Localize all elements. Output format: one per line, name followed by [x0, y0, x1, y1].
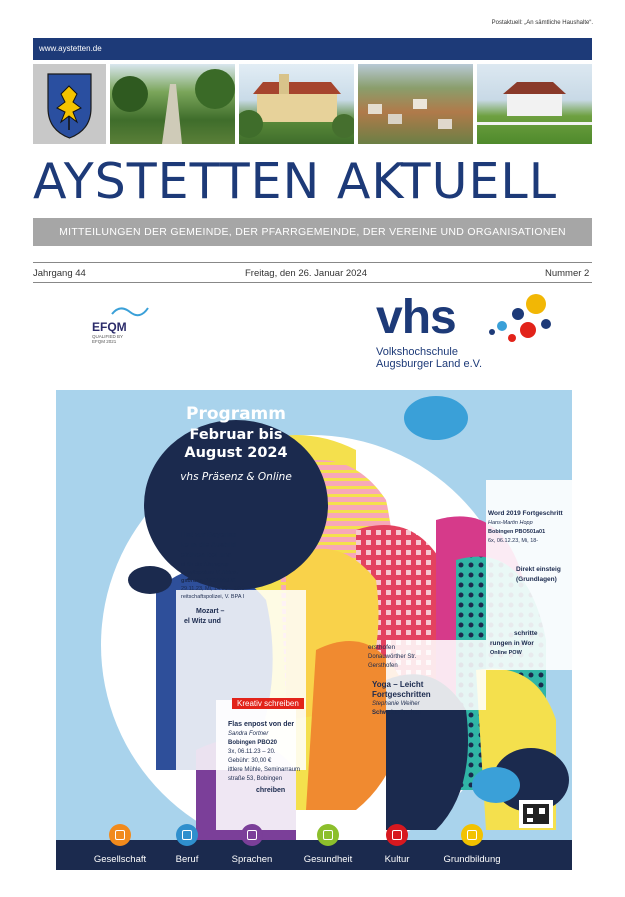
- efqm-line1: QUALIFIED BY: [92, 334, 124, 339]
- course-title: Yoga – Leicht: [372, 680, 424, 689]
- course-snippets: [56, 390, 572, 870]
- course-category-tag: Kreativ schreiben: [232, 698, 304, 709]
- efqm-name: EFQM: [92, 320, 127, 334]
- course-detail: 29.11.23, Mi, 14:30 – 16:0: [181, 586, 245, 592]
- postal-notice: Postaktuell: „An sämtliche Haushalte“.: [491, 20, 593, 26]
- society-icon: [109, 824, 131, 846]
- health-icon: [317, 824, 339, 846]
- course-detail: Sandra Fortner: [228, 731, 269, 737]
- course-detail: 3x, 06.11.23 – 20.: [228, 749, 276, 755]
- course-detail: et für die Altersgrup: [181, 562, 229, 568]
- course-detail: Hans-Martin Hopp: [488, 520, 533, 526]
- vhs-wordmark: vhs: [376, 291, 456, 344]
- course-title: ektiven bei uns: [181, 552, 232, 559]
- course-detail: Gebühr: 30,00 €: [228, 758, 272, 764]
- category-label: Kultur: [384, 854, 410, 865]
- course-detail: Stephanie Weiher: [372, 701, 420, 707]
- bubble-line3: August 2024: [184, 445, 288, 461]
- bubble-line2: Februar bis: [189, 427, 283, 443]
- website-url[interactable]: www.aystetten.de: [39, 44, 102, 53]
- category-kultur: [362, 810, 432, 865]
- category-sprachen: [217, 810, 287, 865]
- category-gesundheit: [293, 810, 363, 865]
- bubble-line4: vhs Präsenz & Online: [180, 471, 292, 483]
- sports-clubhouse-photo: [477, 64, 592, 144]
- course-title: Mozart –: [196, 608, 225, 615]
- village-aerial-photo: [358, 64, 473, 144]
- course-title: illst zur Bayerisc: [181, 532, 237, 539]
- masthead-subtitle: MITTEILUNGEN DER GEMEINDE, DER PFARRGEMEINDE, DER VEREINE UND ORGANISATIONEN: [59, 226, 566, 238]
- course-title: ke in die Ausbild: [181, 542, 237, 549]
- category-gesellschaft: [85, 810, 155, 865]
- vhs-line1: Volkshochschule: [376, 346, 458, 358]
- castle-photo: [239, 64, 354, 144]
- course-detail: 6x, 06.12.23, Mi, 18-: [488, 538, 539, 544]
- vhs-logo: [376, 291, 483, 370]
- course-code: gsbrunn PKO1005B2: [181, 578, 236, 584]
- course-title: el Witz und: [184, 618, 221, 625]
- category-label: Beruf: [175, 854, 199, 865]
- masthead-title: AYSTETTEN AKTUELL: [33, 153, 558, 210]
- career-icon: [176, 824, 198, 846]
- vhs-line2: Augsburger Land e.V.: [376, 358, 483, 370]
- course-title: rungen in Wor: [490, 640, 534, 647]
- course-detail: schaftspolizei V. Abteilu: [181, 570, 239, 576]
- category-beruf: [152, 810, 222, 865]
- culture-icon: [386, 824, 408, 846]
- course-code: Schwabmünchen: [372, 710, 422, 716]
- course-title: chreiben: [256, 787, 286, 794]
- course-code: Bobingen PBO501a01: [488, 529, 546, 535]
- forest-path-photo: [110, 64, 235, 144]
- header-photo-strip: [33, 64, 592, 144]
- program-cover: [56, 390, 572, 870]
- category-label: Sprachen: [231, 854, 273, 865]
- course-detail: reitschaftspolizei, V. BPA I: [181, 594, 245, 600]
- efqm-wave-icon: [110, 304, 150, 318]
- course-title: schritte: [514, 630, 538, 637]
- course-title: Flas enpost von der: [228, 721, 295, 728]
- basic-education-icon: [461, 824, 483, 846]
- course-title: Fortgeschritten: [372, 690, 431, 699]
- divider-bottom: [33, 282, 592, 283]
- course-detail: ittlere Mühle, Seminarraum: [228, 767, 301, 773]
- course-title: (Grundlagen): [516, 576, 557, 583]
- coat-of-arms-icon: [33, 64, 106, 144]
- vhs-dots-icon: [484, 292, 554, 352]
- course-detail: straße 53, Bobingen: [228, 776, 283, 782]
- masthead-subtitle-bar: [33, 218, 592, 246]
- efqm-logo: [92, 310, 127, 344]
- issue-volume: Jahrgang 44: [33, 268, 86, 279]
- course-detail: Donauwörther Str.: [368, 654, 417, 660]
- issue-date: Freitag, den 26. Januar 2024: [245, 268, 368, 279]
- course-detail: Gersthofen: [368, 663, 398, 669]
- course-code: Online POW: [490, 650, 522, 656]
- course-title: Word 2019 Fortgeschritt: [488, 510, 563, 517]
- category-label: Grundbildung: [443, 854, 501, 865]
- url-bar: [33, 38, 592, 60]
- course-title: ersthofen: [368, 644, 396, 651]
- efqm-line2: EFQM 2021: [92, 339, 117, 344]
- bubble-line1: Programm: [186, 404, 286, 424]
- divider-top: [33, 262, 592, 263]
- category-grundbildung: [437, 810, 507, 865]
- category-label: Gesellschaft: [93, 854, 147, 865]
- course-title: Direkt einsteig: [516, 566, 561, 573]
- languages-icon: [241, 824, 263, 846]
- issue-number: Nummer 2: [545, 268, 590, 279]
- course-code: Bobingen PBO20: [228, 740, 278, 746]
- category-label: Gesundheit: [303, 854, 353, 865]
